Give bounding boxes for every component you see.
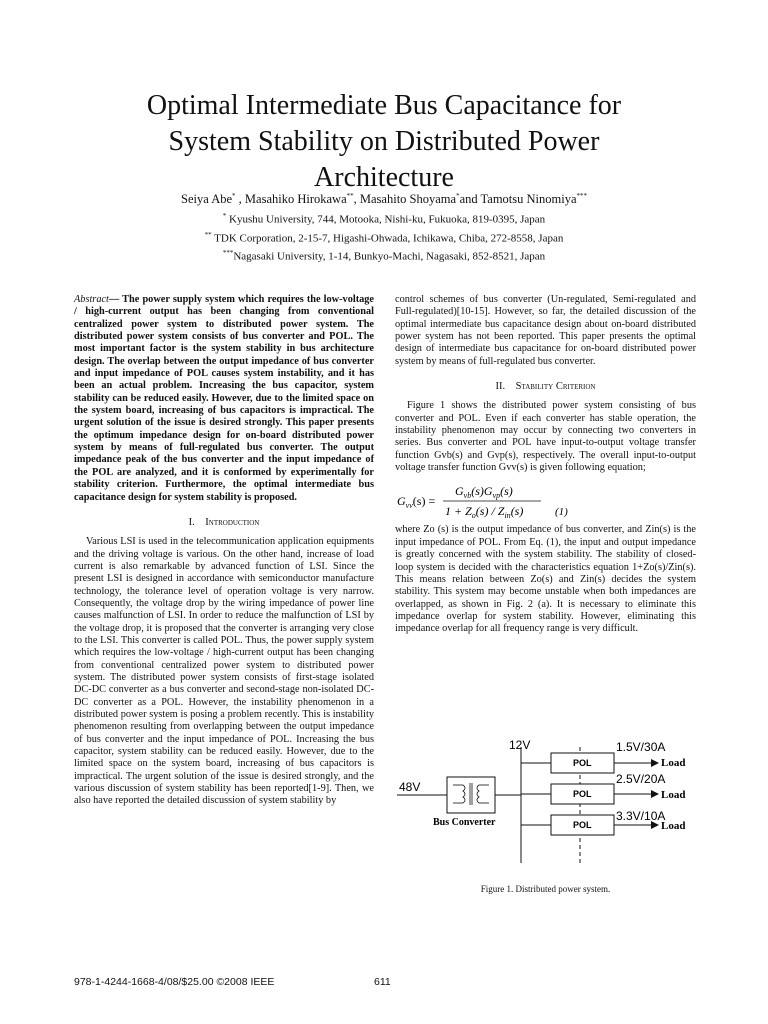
pol-label: POL: [573, 758, 592, 768]
bus-converter-label: Bus Converter: [433, 817, 496, 828]
section-heading-stability: [395, 381, 696, 393]
affiliation: [60, 228, 708, 247]
output-rating: 3.3V/10A: [616, 809, 666, 823]
section-number: II.: [495, 381, 506, 393]
right-column: [395, 294, 696, 636]
affiliation-text: TDK Corporation, 2-15-7, Higashi-Ohwada, Ichikawa, Chiba, 272-8558, Japan: [211, 232, 564, 245]
affiliation-sup: ***: [222, 249, 234, 258]
equation-number: (1): [555, 506, 568, 519]
paper-title: [60, 88, 708, 196]
introduction-body: Various LSI is used in the telecommunication application equipments and the driving voltage is various. On the other hand, increase of load current is also remarkable by advanced function of LSI. Since the present LSI is designed in accordance with semiconductor manufacture technology, the tolerance level of operation voltage is very narrow. Consequently, the voltage drop by the wiring impedance of power line causes malfunction of LSI. In order to reduce the malfunction of LSI by the voltage drop, it is proposed that the converter is arranging very close to the LSI. This converter is called POL. Thus, the power supply system which requires the low-voltage / high-current output has been changing from conventional centralized power system to distributed power system. The distributed power system consists of first-stage isolated DC-DC converter as a bus converter and second-stage non-isolated DC-DC converter as a POL. However, the instability phenomenon in a distributed power system is posing a problem recently. This is instability phenomenon resulting from overlapping between the output impedance of bus converter and the input impedance of POL. Increasing the bus capacitor, system stability can be reduced easily. However, due to the limited space on the system board, increasing of bus capacitors is impractical. The urgent solution of the issue is desired strongly, and the various discussion of system stability has been reported[1-9]. Then, we also have reported the detailed discussion of system stability by: [74, 536, 374, 807]
bus-converter-box: [447, 777, 495, 813]
load-label: Load: [661, 820, 686, 832]
equation-1: [395, 478, 696, 524]
author-name: , Masahito Shoyama: [353, 192, 457, 207]
stability-paragraph: Figure 1 shows the distributed power system consisting of bus converter and POL. Even if each converter has stable operation, the instability phenomenon may occur by connecting two converters in series. Bus converter and POL have input-to-output voltage transfer function Gvb(s) and Gvp(s), respectively. The overall input-to-output voltage transfer function Gvv(s) is given following equation;: [395, 400, 696, 474]
title-line-1: Optimal Intermediate Bus Capacitance for: [146, 90, 622, 121]
arrow-icon: [651, 759, 659, 767]
author-name: and Tamotsu Ninomiya: [459, 192, 577, 207]
affiliations: [60, 209, 708, 265]
affiliation-text: Nagasaki University, 1-14, Bunkyo-Machi, Nagasaki, 852-8521, Japan: [233, 250, 546, 263]
impedance-paragraph: where Zo (s) is the output impedance of bus converter, and Zin(s) is the input impedance of POL. From Eq. (1), the input and output impedance is greatly concerned with the system stability. The stability of closed-loop system is decided with the characteristics equation 1+Zo(s)/Zin(s). This means relation between Zo(s) and Zin(s) decides the system stability. This system may become unstable when both impedances are overlapped, as shown in Fig. 2 (a). It is necessary to eliminate this impedance overlap for system stability. However, eliminating this impedance overlap for all frequency range is very difficult.: [395, 524, 696, 635]
author-name: Seiya Abe: [181, 192, 233, 207]
affiliation: [60, 209, 708, 228]
pol-label: POL: [573, 789, 592, 799]
author-sup: *: [456, 192, 460, 200]
output-rating: 1.5V/30A: [616, 740, 666, 754]
eq-numerator: $G_{vb}(s)G_{vp}(s)$: [455, 484, 513, 501]
eq-lhs: $G_{vv}(s)$ =: [397, 494, 436, 511]
abstract-text: The power supply system which requires the low-voltage / high-current output has been changing from conventional centralized power system to distributed power system. The distributed power system consists of bus converter and POL. The most important factor is the system stability in bus architecture design. The overlap between the output impedance of bus converter and input impedance of POL causes system instability, and it has been an actual problem. Increasing the bus capacitor, system stability can be reduced easily. However, due to the limited space on the system board, increasing of bus capacitors is impractical. The urgent solution of the issue is desired strongly. This paper presents the optimum impedance design for on-board distributed power system by means of full-regulated bus converter. The output impedance peak of the bus converter and the input impedance of the POL are analyzed, and it is conformed by experimentally for stability criterion. Furthermore, the optimal intermediate bus capacitance design for system stability is proposed.: [74, 294, 375, 503]
eq-denominator: $1 + Z_o(s) / Z_{in}(s)$: [445, 504, 524, 521]
author-name: , Masahiko Hirokawa: [235, 192, 347, 207]
footer-isbn: 978-1-4244-1668-4/08/$25.00 ©2008 IEEE: [74, 976, 275, 988]
figure-caption: Figure 1. Distributed power system.: [480, 884, 611, 894]
input-voltage-label: 48V: [399, 780, 421, 794]
abstract: [74, 294, 374, 504]
pol-label: POL: [573, 820, 592, 830]
title-line-3: Architecture: [314, 162, 454, 193]
load-label: Load: [661, 757, 686, 769]
load-label: Load: [661, 789, 686, 801]
continued-paragraph: control schemes of bus converter (Un-regulated, Semi-regulated and Full-regulated)[10-15]. However, so far, the detailed discussion of the optimal intermediate bus capacitance design about on-board distributed power system has not been reported. This paper presents the optimal design of intermediate bus capacitance for on-board distributed power system by means of full-regulated bus converter.: [395, 294, 696, 367]
bus-voltage-label: 12V: [509, 738, 531, 752]
author-sup: *: [232, 192, 236, 200]
abstract-dash: —: [108, 294, 123, 305]
title-line-2: System Stability on Distributed Power: [168, 126, 600, 157]
author-sup: ***: [576, 192, 587, 200]
transformer-icon: [453, 783, 489, 805]
affiliation-text: Kyushu University, 744, Motooka, Nishi-ku, Fukuoka, 819-0395, Japan: [226, 213, 546, 226]
left-column: [74, 294, 374, 808]
author-sup: **: [346, 192, 354, 200]
output-rating: 2.5V/20A: [616, 772, 666, 786]
affiliation-sup: *: [222, 212, 227, 220]
affiliation: [60, 246, 708, 265]
section-title: Stability Criterion: [515, 381, 596, 393]
affiliation-sup: **: [204, 230, 212, 239]
author-list: [60, 192, 708, 207]
abstract-label: Abstract: [74, 294, 109, 305]
section-title: Introduction: [205, 516, 260, 528]
page-number: 611: [374, 976, 391, 988]
section-number: I.: [188, 516, 195, 528]
arrow-icon: [651, 790, 659, 798]
figure-1-diagram: [395, 735, 696, 885]
section-heading-introduction: [74, 517, 374, 529]
equation-graphic: [395, 478, 696, 524]
